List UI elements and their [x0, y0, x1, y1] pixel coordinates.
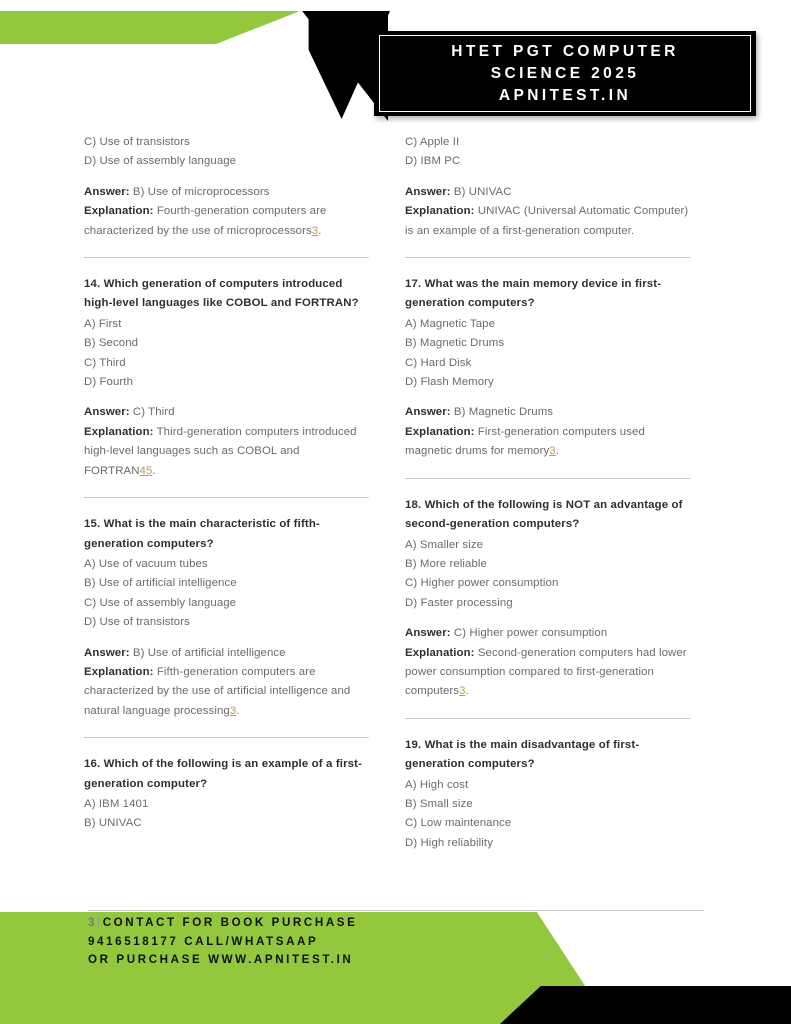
- footer-line-3[interactable]: OR PURCHASE WWW.APNITEST.IN: [88, 953, 354, 967]
- header-title-box: [374, 31, 756, 116]
- question-title: 15. What is the main characteristic of fifth-generation computers?: [84, 518, 320, 550]
- option-item: B) Use of artificial intelligence: [84, 577, 237, 590]
- spacer: [84, 172, 369, 183]
- top-green-banner-shape: [0, 11, 300, 44]
- bottom-black-band-shape: [500, 986, 791, 1024]
- question-14: [84, 275, 369, 481]
- page-number: 3: [88, 916, 98, 929]
- option-item: B) Second: [84, 337, 139, 350]
- option-item: C) Higher power consumption: [405, 577, 559, 590]
- explanation-value: UNIVAC (Universal Automatic Computer) is an example of a first-generation computer.: [405, 205, 689, 237]
- footer-contact-text: CONTACT FOR BOOK PURCHASE: [102, 916, 358, 929]
- question-title: 17. What was the main memory device in first-generation computers?: [405, 278, 662, 310]
- explanation-line: [84, 663, 369, 721]
- option-item: D) Use of assembly language: [84, 155, 237, 168]
- question-title: 16. Which of the following is an example of a first-generation computer?: [84, 758, 363, 790]
- option-item: A) IBM 1401: [84, 797, 149, 810]
- answer-value: C) Higher power consumption: [450, 627, 608, 640]
- answer-label: Answer:: [405, 406, 451, 419]
- spacer: [84, 392, 369, 403]
- header-title-line-2: SCIENCE 2025: [490, 64, 640, 82]
- citation-ref[interactable]: 3: [459, 685, 466, 698]
- option-item: A) Smaller size: [405, 538, 484, 551]
- citation-ref[interactable]: 3: [549, 445, 556, 458]
- explanation-value: Second-generation computers had lower power consumption compared to first-generation computers: [405, 646, 687, 698]
- explanation-line: [84, 202, 369, 241]
- question-title: 18. Which of the following is NOT an advantage of second-generation computers?: [405, 498, 683, 531]
- explanation-tail: .: [152, 464, 156, 477]
- answer-line: [405, 183, 690, 202]
- option-item: A) Use of vacuum tubes: [84, 557, 208, 570]
- spacer: [84, 633, 369, 644]
- header-title-line-3: APNITEST.IN: [498, 86, 632, 104]
- spacer: [405, 392, 690, 403]
- answer-label: Answer:: [84, 646, 130, 659]
- citation-ref[interactable]: 3: [229, 704, 237, 717]
- section-divider: [405, 718, 690, 719]
- answer-value: B) Use of artificial intelligence: [129, 646, 286, 659]
- option-item: C) Low maintenance: [405, 817, 512, 830]
- explanation-value: Third-generation computers introduced high-level languages such as COBOL and FORTRAN: [84, 425, 357, 477]
- section-divider: [405, 478, 690, 479]
- answer-line: [84, 644, 369, 663]
- section-divider: [405, 257, 690, 258]
- spacer: [405, 613, 690, 624]
- question-16-continuation: [405, 133, 690, 241]
- option-item: C) Use of assembly language: [84, 596, 237, 609]
- citation-ref[interactable]: 45: [139, 464, 153, 477]
- option-item: B) UNIVAC: [84, 817, 142, 830]
- option-item: D) Use of transistors: [84, 616, 190, 629]
- explanation-label: Explanation:: [84, 205, 154, 218]
- answer-line: [84, 183, 369, 202]
- content-columns: [0, 133, 791, 853]
- header-title-inner-border: [379, 35, 751, 112]
- question-15: [84, 515, 369, 721]
- explanation-label: Explanation:: [405, 425, 475, 438]
- question-17: [405, 275, 690, 462]
- option-item: C) Hard Disk: [405, 356, 472, 369]
- option-item: D) High reliability: [405, 836, 493, 849]
- option-item: C) Use of transistors: [84, 136, 190, 148]
- answer-label: Answer:: [405, 185, 451, 198]
- option-item: A) High cost: [405, 778, 469, 791]
- option-item: B) Magnetic Drums: [405, 337, 505, 350]
- option-item: D) Faster processing: [405, 596, 513, 609]
- explanation-tail: .: [465, 685, 469, 698]
- question-16: [84, 755, 369, 834]
- footer-line-2: 9416518177 CALL/WHATSAAP: [88, 934, 319, 948]
- footer-divider: [88, 910, 704, 911]
- option-item: C) Third: [84, 356, 126, 369]
- section-divider: [84, 257, 369, 258]
- question-title: 14. Which generation of computers introduced high-level languages like COBOL and FORTRAN?: [84, 278, 359, 310]
- explanation-tail: .: [555, 445, 559, 458]
- explanation-line: [405, 644, 690, 702]
- question-18: [405, 496, 690, 702]
- explanation-label: Explanation:: [84, 665, 154, 678]
- explanation-tail: .: [318, 224, 322, 237]
- explanation-tail: .: [236, 704, 240, 717]
- option-item: D) Fourth: [84, 376, 134, 389]
- answer-line: [405, 624, 690, 643]
- explanation-line: [405, 423, 690, 462]
- explanation-line: [84, 423, 369, 481]
- answer-line: [84, 403, 369, 422]
- left-column: [84, 133, 369, 853]
- header-title-line-1: HTET PGT COMPUTER: [451, 42, 679, 60]
- footer-contact-block: [88, 914, 558, 970]
- citation-ref[interactable]: 3: [311, 224, 319, 237]
- footer-line-1: [88, 914, 558, 933]
- spacer: [405, 172, 690, 183]
- question-13-continuation: [84, 133, 369, 241]
- explanation-value: Fourth-generation computers are characterized by the use of microprocessors: [84, 205, 327, 237]
- right-column: [405, 133, 690, 853]
- answer-value: C) Third: [129, 406, 175, 419]
- section-divider: [84, 737, 369, 738]
- answer-label: Answer:: [405, 627, 451, 640]
- explanation-value: First-generation computers used magnetic drums for memory: [405, 425, 645, 458]
- option-item: C) Apple II: [405, 136, 460, 148]
- explanation-label: Explanation:: [405, 646, 475, 659]
- explanation-label: Explanation:: [84, 425, 154, 438]
- option-item: A) Magnetic Tape: [405, 317, 496, 330]
- section-divider: [84, 497, 369, 498]
- option-item: D) IBM PC: [405, 155, 461, 168]
- explanation-label: Explanation:: [405, 205, 475, 218]
- option-item: D) Flash Memory: [405, 376, 494, 389]
- answer-value: B) Magnetic Drums: [450, 406, 554, 419]
- explanation-value: Fifth-generation computers are characterized by the use of artificial intelligence and natural language processing: [84, 665, 351, 717]
- footer-separator: |: [97, 916, 103, 929]
- answer-label: Answer:: [84, 406, 130, 419]
- option-item: A) First: [84, 317, 122, 330]
- explanation-line: [405, 202, 690, 241]
- question-title: 19. What is the main disadvantage of first-generation computers?: [405, 738, 640, 771]
- option-item: B) Small size: [405, 797, 473, 810]
- answer-value: B) Use of microprocessors: [129, 185, 270, 198]
- answer-value: B) UNIVAC: [450, 185, 512, 198]
- answer-line: [405, 403, 690, 422]
- question-19: [405, 736, 690, 853]
- option-item: B) More reliable: [405, 557, 487, 570]
- answer-label: Answer:: [84, 185, 130, 198]
